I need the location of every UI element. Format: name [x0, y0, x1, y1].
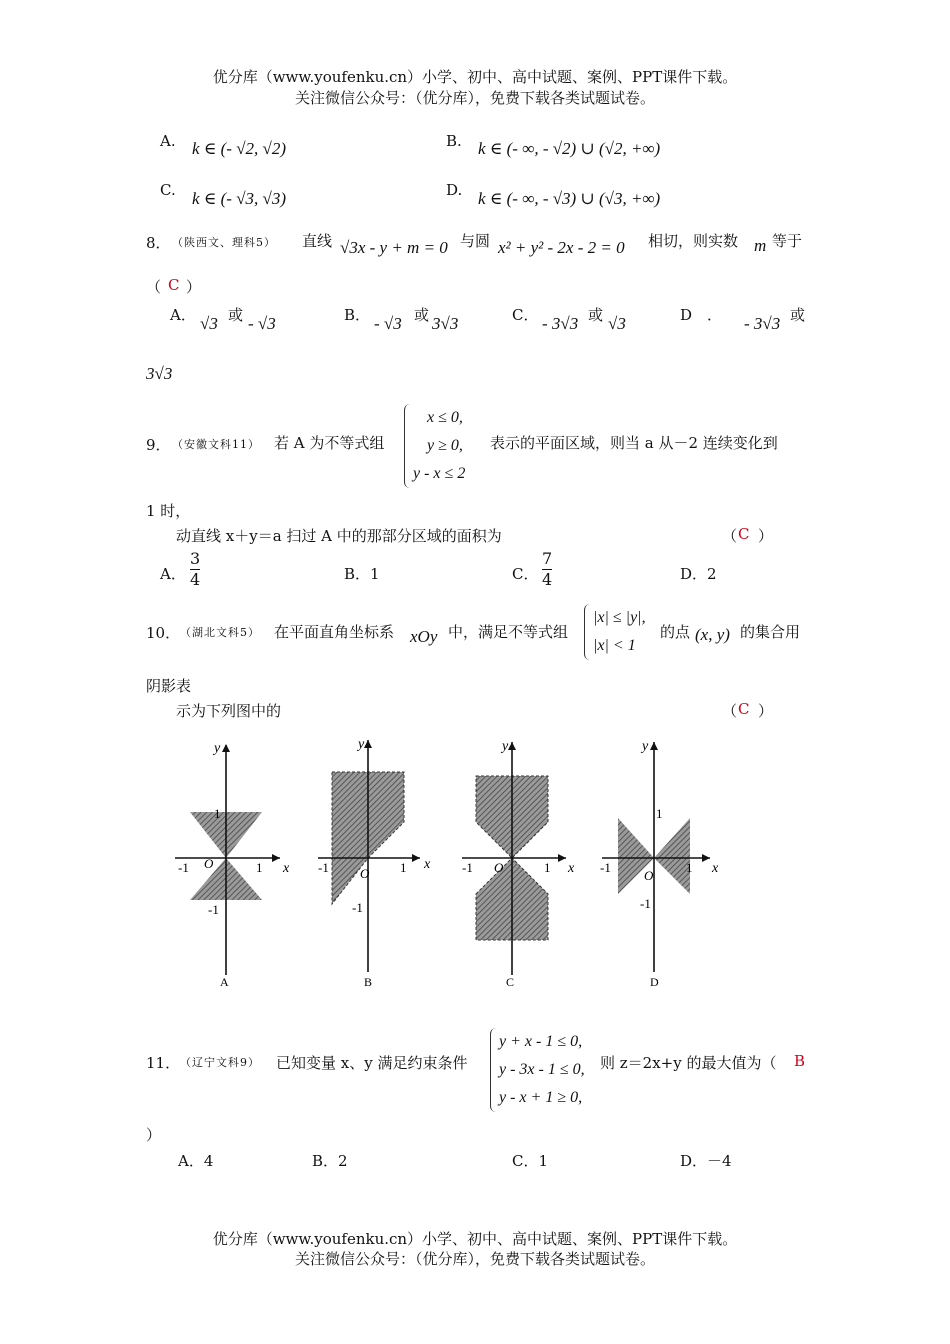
- q11-text-2: 则 z＝2x+y 的最大值为（: [600, 1054, 777, 1072]
- figure-b-caption: B: [364, 975, 373, 989]
- q7-option-a-expr: k ∈ (- √2, √2): [192, 139, 287, 158]
- q8-text-2: 与圆: [460, 232, 491, 250]
- q9-option-b: B．1: [344, 565, 380, 583]
- q8-option-d-value-1: - 3√3: [744, 314, 781, 333]
- figure-d-x-label: x: [712, 861, 719, 876]
- figure-a-y-one: 1: [214, 806, 221, 821]
- q9-option-c-numerator: 7: [542, 549, 553, 568]
- figure-a-x-label: x: [283, 861, 290, 876]
- figure-d-y-one: 1: [656, 806, 663, 821]
- figure-d-origin: O: [644, 868, 654, 883]
- figure-b-x-arrow: [412, 854, 420, 862]
- figure-c-y-arrow: [508, 742, 516, 750]
- figure-b-origin: O: [360, 866, 370, 881]
- q8-option-a-value-1: √3: [200, 314, 218, 333]
- figure-d-region-right: [654, 818, 690, 894]
- q8-line-equation: √3x - y + m = 0: [340, 238, 448, 257]
- q9-paren-close: ）: [758, 527, 774, 545]
- q8-option-b-value-1: - √3: [374, 314, 402, 333]
- q10-text-4: 的集合用: [740, 623, 801, 641]
- q8-option-d-label: D ．: [680, 306, 723, 324]
- q9-answer: C: [738, 525, 750, 543]
- figure-b-x-neg-one: -1: [318, 860, 329, 875]
- q8-option-d-value-2: 3√3: [146, 364, 173, 383]
- q11-option-d: D．－4: [680, 1152, 732, 1170]
- figure-a-caption: A: [220, 975, 229, 989]
- q8-option-a-or: 或: [228, 306, 244, 324]
- q9-option-c-label: C．: [512, 565, 539, 583]
- figure-c: [462, 739, 575, 989]
- figure-a-x-neg-one: -1: [178, 860, 189, 875]
- q9-text-2: 表示的平面区域，则当 a 从－2 连续变化到: [490, 434, 778, 452]
- q9-option-c-denominator: 4: [542, 570, 553, 589]
- q8-paren-close: ）: [186, 278, 202, 296]
- q11-answer: B: [794, 1052, 806, 1070]
- q7-option-d-label: D.: [446, 181, 463, 199]
- q8-option-a-value-2: - √3: [248, 314, 276, 333]
- q9-paren-open: （: [722, 527, 738, 545]
- q8-option-b-value-2: 3√3: [432, 314, 459, 333]
- figure-c-x-one: 1: [544, 860, 551, 875]
- figure-b-y-label: y: [358, 737, 365, 752]
- figure-a-y-neg-one: -1: [208, 902, 219, 917]
- figure-c-caption: C: [506, 975, 515, 989]
- figure-c-origin: O: [494, 860, 504, 875]
- figure-a-x-one: 1: [256, 860, 263, 875]
- q10-answer: C: [738, 700, 750, 718]
- q8-text-4: 等于: [772, 232, 803, 250]
- figure-d-y-neg-one: -1: [640, 896, 651, 911]
- figure-d-y-label: y: [642, 739, 649, 754]
- q11-constraint-3: y - x + 1 ≥ 0,: [499, 1089, 583, 1106]
- footer-line-1: 优分库（www.youfenku.cn）小学、初中、高中试题、案例、PPT课件下载。: [212, 1230, 738, 1248]
- figure-c-y-label: y: [502, 739, 509, 754]
- figure-b: [318, 737, 431, 989]
- q8-option-d-or: 或: [790, 306, 806, 324]
- header-line-2: 关注微信公众号：（优分库），免费下载各类试题试卷。: [294, 89, 655, 107]
- figure-c-x-arrow: [558, 854, 566, 862]
- q8-option-c-label: C．: [512, 306, 539, 324]
- figure-b-x-label: x: [424, 857, 431, 872]
- q10-text-3: 的点: [660, 623, 691, 641]
- figure-d-x-one: 1: [686, 860, 693, 875]
- q8-circle-equation: x² + y² - 2x - 2 = 0: [498, 238, 625, 257]
- q10-point: (x, y): [695, 625, 730, 644]
- q9-text-3: 1 时，: [146, 502, 191, 520]
- q9-text-4: 动直线 x＋y＝a 扫过 A 中的那部分区域的面积为: [176, 527, 502, 545]
- q8-option-c-value-2: √3: [608, 314, 626, 333]
- q11-constraint-system: [490, 1028, 585, 1112]
- q11-number: 11．: [146, 1054, 181, 1072]
- figure-a: [175, 741, 290, 989]
- q9-ineq-3: y - x ≤ 2: [413, 465, 466, 482]
- figure-a-origin: O: [204, 856, 214, 871]
- q9-option-d: D．2: [680, 565, 717, 583]
- q9-number: 9．: [146, 436, 171, 454]
- q8-option-a-label: A．: [170, 306, 196, 324]
- q11-option-a: A．4: [178, 1152, 214, 1170]
- figure-d-caption: D: [650, 975, 659, 989]
- q8-option-c-or: 或: [588, 306, 604, 324]
- q8-source: （陕西文、理科5）: [172, 236, 276, 249]
- figure-b-y-neg-one: -1: [352, 900, 363, 915]
- q11-source: （辽宁文科9）: [180, 1056, 260, 1069]
- q7-option-d-expr: k ∈ (- ∞, - √3) ∪ (√3, +∞): [478, 189, 661, 208]
- q10-text-5: 阴影表: [146, 677, 192, 695]
- q9-option-a-label: A．: [160, 565, 186, 583]
- q8-option-c-value-1: - 3√3: [542, 314, 579, 333]
- q11-text-1: 已知变量 x、y 满足约束条件: [276, 1054, 468, 1072]
- q10-ineq-2: |x| < 1: [593, 637, 636, 654]
- figure-b-x-one: 1: [400, 860, 407, 875]
- q10-xoy: xOy: [410, 627, 438, 646]
- q8-option-b-label: B．: [344, 306, 371, 324]
- q11-paren-close: ）: [146, 1126, 162, 1144]
- q10-text-2: 中，满足不等式组: [448, 623, 569, 641]
- figure-d-y-arrow: [650, 742, 658, 750]
- figure-a-x-arrow: [272, 854, 280, 862]
- figure-d-x-neg-one: -1: [600, 860, 611, 875]
- q11-option-b: B．2: [312, 1152, 348, 1170]
- q10-paren-open: （: [722, 702, 738, 720]
- q7-option-a-label: A.: [160, 132, 176, 150]
- figure-c-x-label: x: [568, 861, 575, 876]
- q10-paren-close: ）: [758, 702, 774, 720]
- figure-d: [600, 739, 719, 989]
- figure-b-y-arrow: [364, 740, 372, 748]
- q10-text-1: 在平面直角坐标系: [274, 623, 395, 641]
- q8-text-3: 相切，则实数: [648, 232, 739, 250]
- q10-source: （湖北文科5）: [180, 626, 260, 639]
- figure-c-x-neg-one: -1: [462, 860, 473, 875]
- q8-number: 8．: [146, 234, 171, 252]
- q7-option-b-expr: k ∈ (- ∞, - √2) ∪ (√2, +∞): [478, 139, 661, 158]
- q7-option-c-label: C.: [160, 181, 176, 199]
- q10-text-6: 示为下列图中的: [176, 702, 282, 720]
- q10-ineq-1: |x| ≤ |y|,: [593, 609, 646, 626]
- header-line-1: 优分库（www.youfenku.cn）小学、初中、高中试题、案例、PPT课件下载。: [212, 68, 738, 86]
- q9-ineq-2: y ≥ 0,: [427, 437, 463, 454]
- q8-answer: C: [168, 276, 180, 294]
- figure-d-x-arrow: [702, 854, 710, 862]
- q8-option-b-or: 或: [414, 306, 430, 324]
- q11-constraint-2: y - 3x - 1 ≤ 0,: [499, 1061, 585, 1078]
- q9-ineq-1: x ≤ 0,: [427, 409, 463, 426]
- figure-a-y-arrow: [222, 744, 230, 752]
- q9-option-a-denominator: 4: [190, 570, 201, 589]
- q9-option-a-numerator: 3: [190, 549, 201, 568]
- q8-variable-m: m: [754, 236, 767, 255]
- q11-constraint-1: y + x - 1 ≤ 0,: [499, 1033, 583, 1050]
- q11-option-c: C．1: [512, 1152, 549, 1170]
- footer-line-2: 关注微信公众号：（优分库），免费下载各类试题试卷。: [294, 1250, 655, 1268]
- q9-text-1: 若 A 为不等式组: [274, 434, 385, 452]
- q8-paren-open: （: [146, 278, 162, 296]
- q9-source: （安徽文科11）: [172, 438, 260, 451]
- figure-a-y-label: y: [214, 741, 221, 756]
- q7-option-c-expr: k ∈ (- √3, √3): [192, 189, 287, 208]
- q8-text-1: 直线: [302, 232, 333, 250]
- q10-number: 10．: [146, 624, 181, 642]
- q7-option-b-label: B.: [446, 132, 462, 150]
